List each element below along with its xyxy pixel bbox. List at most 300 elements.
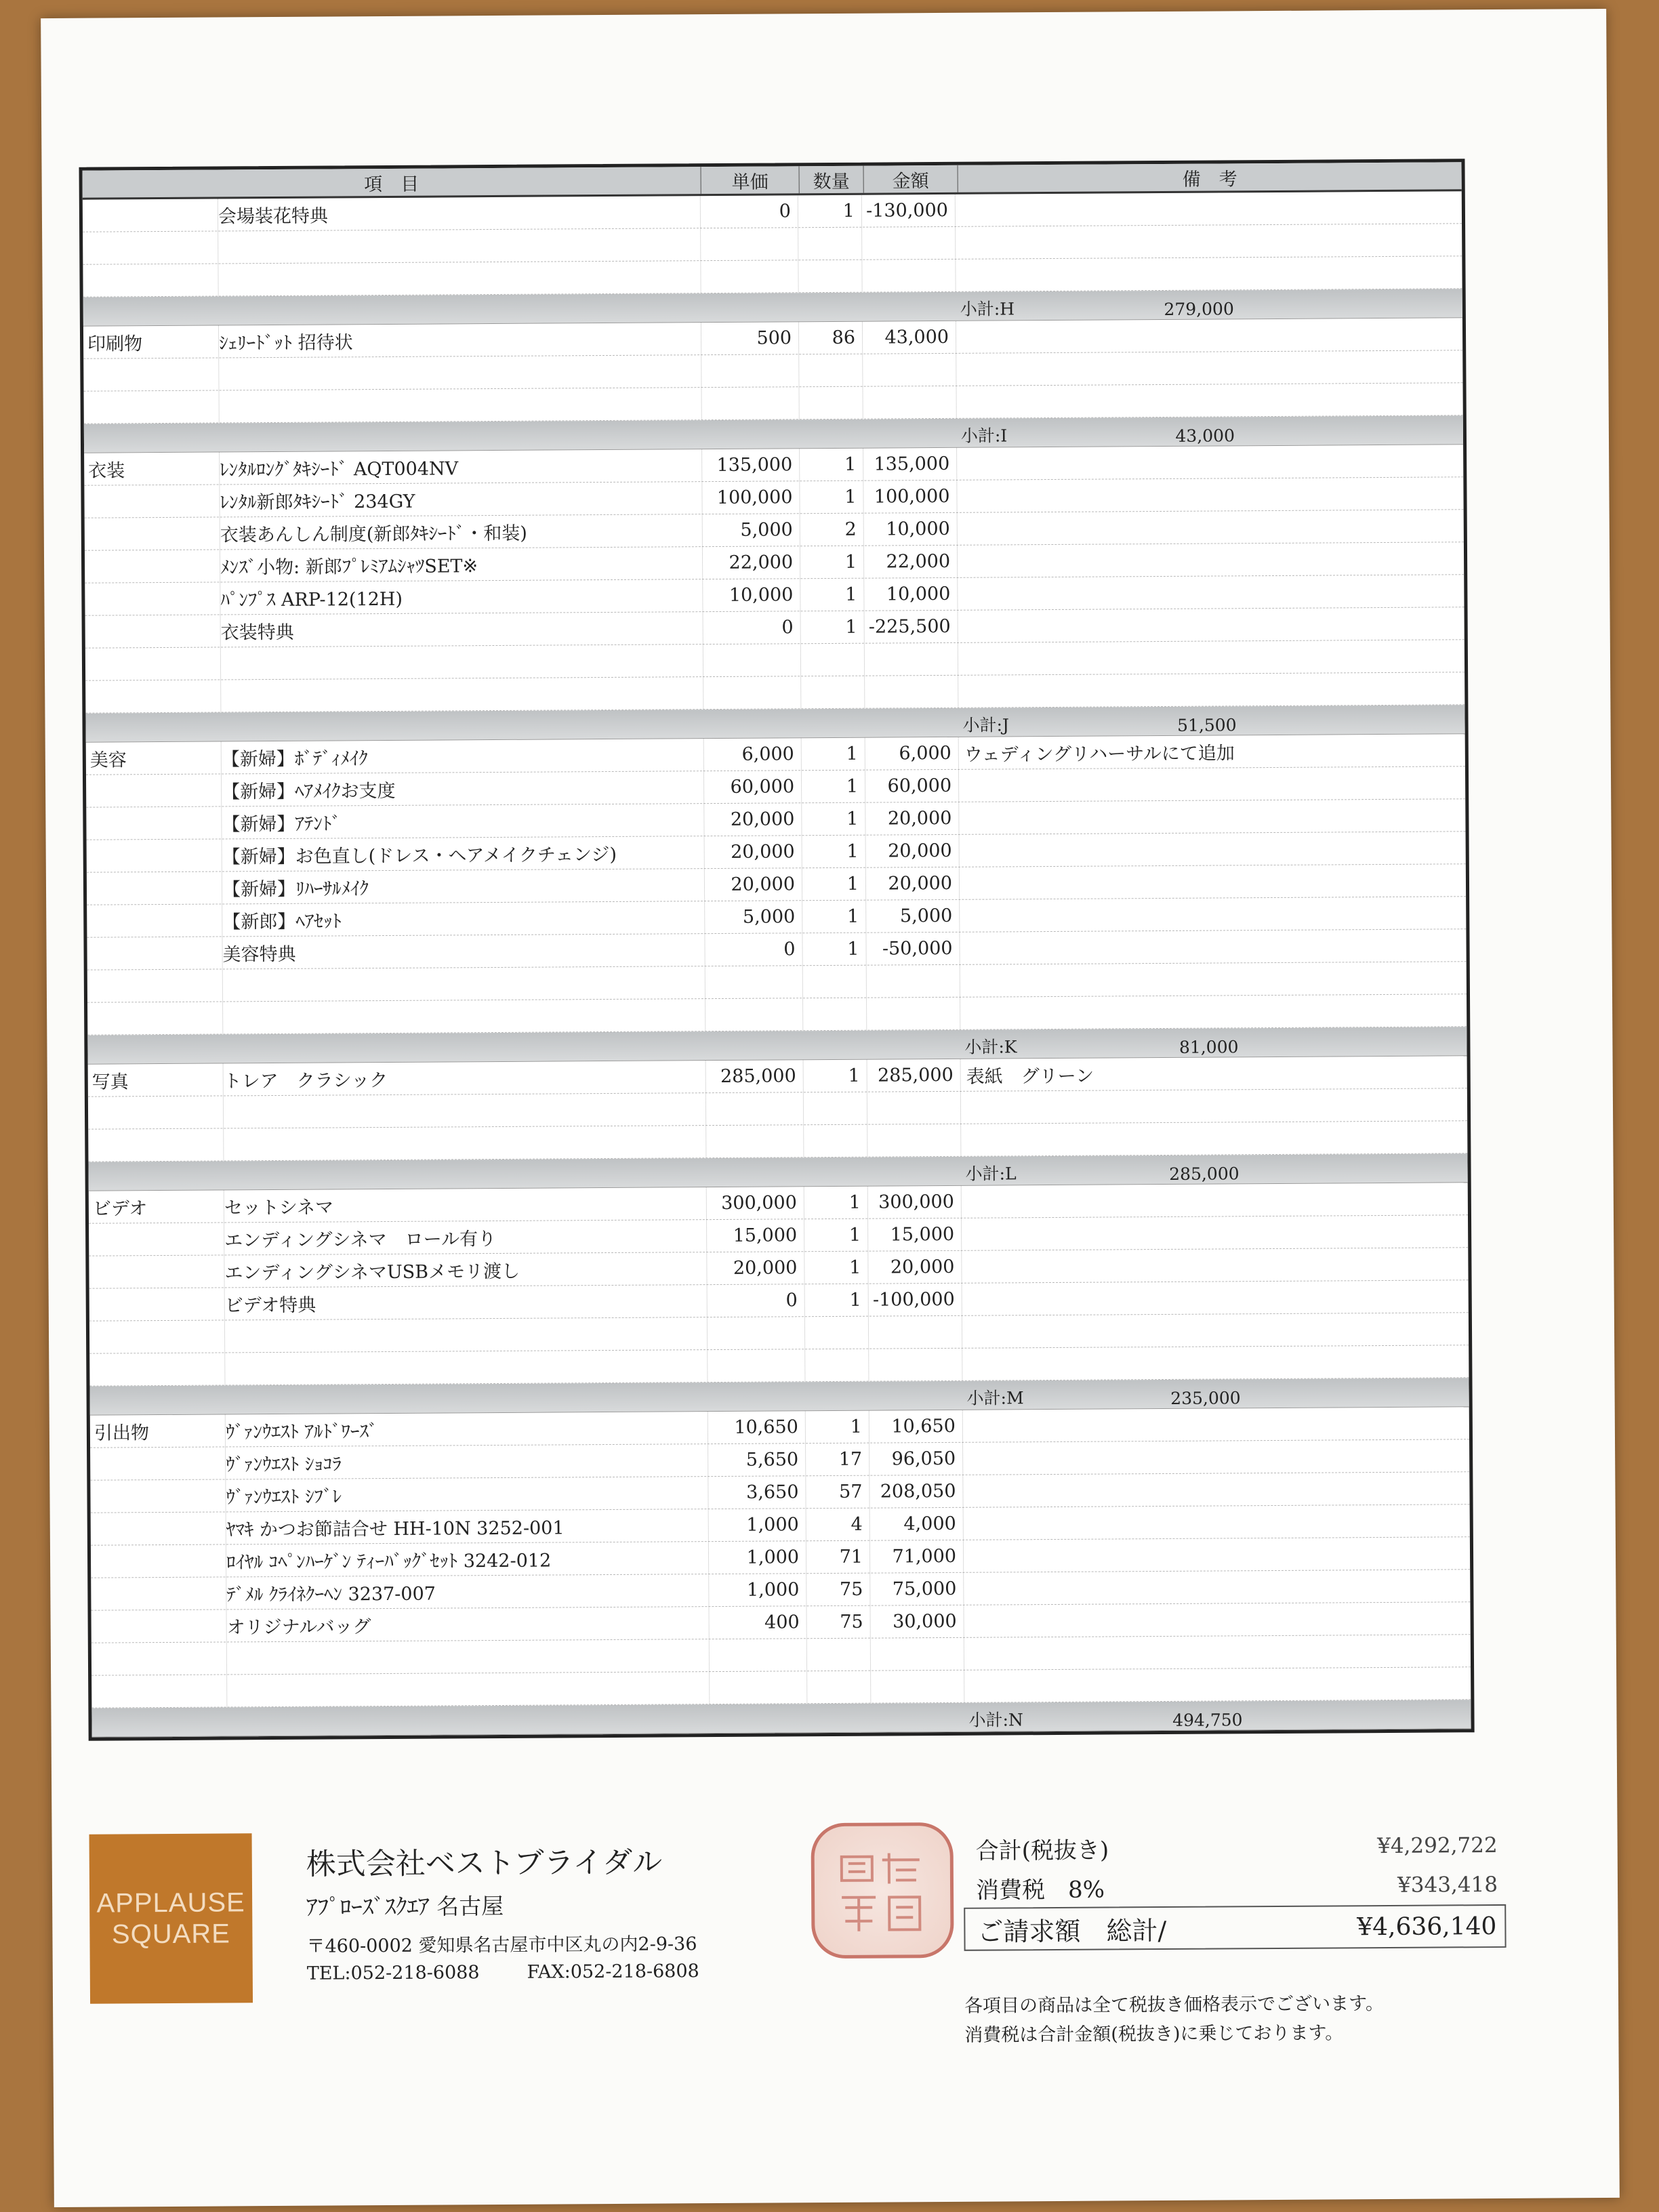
unit-price-cell: 20,000 [705, 868, 802, 901]
category-cell [91, 1675, 227, 1707]
category-cell [90, 1479, 226, 1512]
item-name-cell: ﾛｲﾔﾙ ｺﾍﾟﾝﾊｰｹﾞﾝ ﾃｨｰﾊﾞｯｸﾞｾｯﾄ 3242-012 [226, 1542, 709, 1576]
note-cell [964, 1602, 1470, 1637]
unit-price-cell [706, 1092, 804, 1125]
item-name-cell: トレア クラシック [224, 1061, 706, 1095]
item-name-cell: ｳﾞｧﾝｳｴｽﾄ ｱﾙﾄﾞﾜｰｽﾞ [226, 1412, 708, 1446]
subtotal-value: 279,000 [1164, 299, 1234, 319]
category-cell [91, 1512, 226, 1544]
amount-cell [865, 643, 958, 676]
category-cell [87, 904, 222, 937]
category-cell [90, 1447, 226, 1479]
note-cell [964, 1504, 1470, 1540]
category-cell [87, 872, 222, 904]
note-cell [960, 897, 1466, 932]
amount-cell: 15,000 [868, 1218, 962, 1251]
subtotal-spacer [89, 1381, 962, 1415]
section-group [83, 191, 1462, 326]
amount-cell: 75,000 [870, 1573, 964, 1605]
company-seal-stamp [811, 1822, 954, 1959]
quantity-cell [801, 644, 865, 676]
quantity-cell [805, 1317, 869, 1349]
unit-price-cell: 20,000 [707, 1252, 804, 1284]
amount-cell [867, 1092, 961, 1124]
item-name-cell: ﾃﾞﾒﾙ ｸﾗｲﾈｸｰﾍﾝ 3237-007 [226, 1574, 709, 1609]
note-cell [956, 224, 1462, 259]
item-name-cell [224, 1093, 706, 1128]
note-cell [956, 191, 1462, 226]
category-cell [89, 1223, 224, 1255]
unit-price-cell: 10,000 [703, 579, 800, 611]
item-name-cell: ﾚﾝﾀﾙﾛﾝｸﾞﾀｷｼｰﾄﾞ AQT004NV [220, 449, 702, 484]
quantity-cell: 1 [800, 449, 863, 481]
amount-cell: 135,000 [863, 448, 957, 480]
note-cell [962, 1313, 1469, 1348]
item-name-cell [225, 1350, 708, 1385]
subtotal-value: 43,000 [1175, 426, 1235, 446]
note-cell [964, 1667, 1471, 1702]
amount-cell [863, 386, 956, 419]
note-cell [960, 832, 1466, 867]
category-cell [87, 1002, 223, 1034]
amount-cell [869, 1349, 962, 1381]
amount-cell: 100,000 [863, 480, 957, 513]
header-amount: 金額 [864, 165, 958, 193]
quantity-cell: 1 [804, 1187, 868, 1219]
grand-total-row [964, 1904, 1506, 1951]
amount-cell: 43,000 [863, 321, 956, 354]
unit-price-cell [705, 966, 803, 998]
company-address: 〒460-0002 愛知県名古屋市中区丸の内2-9-36 [306, 1933, 697, 1957]
item-name-cell: 会場装花特典 [218, 196, 701, 230]
unit-price-cell: 5,000 [705, 901, 802, 933]
section-group [88, 1056, 1468, 1191]
subtotal-label: 小計:K [964, 1037, 1017, 1057]
note-cell [956, 383, 1462, 418]
quantity-cell [799, 354, 863, 387]
item-name-cell [218, 228, 701, 263]
category-cell [91, 1544, 226, 1577]
amount-cell: 10,000 [864, 513, 958, 546]
item-name-cell: 衣装特典 [221, 612, 703, 647]
amount-cell: -50,000 [866, 933, 960, 965]
category-cell: 写真 [88, 1063, 224, 1096]
quantity-cell: 1 [800, 546, 864, 579]
unit-price-cell: 300,000 [707, 1187, 804, 1219]
header-qty: 数量 [800, 166, 864, 194]
subtotal-label: 小計:J [962, 715, 1010, 735]
header-item: 項 目 [83, 167, 701, 198]
category-cell [85, 582, 220, 615]
tax-notes [964, 1989, 1384, 2050]
company-contact [307, 1961, 747, 1984]
category-cell [83, 199, 218, 231]
amount-cell [867, 965, 960, 998]
category-cell [88, 1128, 224, 1161]
amount-cell: 10,650 [869, 1410, 963, 1443]
amount-cell [863, 354, 956, 386]
unit-price-cell [702, 387, 800, 419]
company-info [306, 1837, 747, 1984]
amount-cell [871, 1671, 964, 1703]
unit-price-cell: 1,000 [709, 1541, 806, 1574]
company-tel: TEL:052-218-6088 [306, 1962, 480, 1984]
category-cell: 美容 [86, 741, 222, 774]
quantity-cell: 1 [802, 803, 865, 836]
subtotal-spacer [88, 1157, 961, 1191]
note-cell [963, 1439, 1469, 1475]
category-cell [86, 806, 222, 839]
amount-cell: 4,000 [870, 1508, 964, 1540]
amount-cell: 60,000 [865, 770, 959, 802]
subtotal-value: ¥4,292,722 [1377, 1833, 1498, 1859]
unit-price-cell [701, 228, 798, 260]
unit-price-cell: 0 [703, 611, 801, 644]
note-cell [959, 799, 1465, 834]
amount-cell: 20,000 [868, 1251, 962, 1284]
note-cell: 表紙 グリーン [966, 1065, 1094, 1088]
quantity-cell [804, 1125, 867, 1158]
note-cell [958, 607, 1465, 642]
item-name-cell: ｼｪﾘｰﾄﾞｯﾄ 招待状 [219, 323, 701, 357]
tax-value: ¥343,418 [1397, 1872, 1498, 1898]
item-name-cell [221, 644, 703, 679]
category-cell [89, 1353, 225, 1385]
item-name-cell: ﾊﾟﾝﾌﾟｽ ARP-12(12H) [220, 579, 703, 614]
category-cell [86, 774, 222, 806]
subtotal-spacer [84, 419, 957, 453]
item-name-cell: ビデオ特典 [225, 1285, 708, 1319]
unit-price-cell: 0 [708, 1284, 805, 1317]
table-body [83, 191, 1471, 1737]
subtotal-label: 小計:H [960, 299, 1015, 319]
subtotal-value: 235,000 [1170, 1388, 1241, 1408]
category-cell [83, 264, 218, 296]
quantity-cell: 1 [802, 771, 865, 803]
quantity-cell: 1 [801, 611, 865, 644]
quantity-cell: 75 [806, 1574, 870, 1606]
note-cell [957, 445, 1463, 480]
note-cell [963, 1407, 1469, 1442]
unit-price-cell [710, 1639, 807, 1671]
quantity-cell [804, 1092, 867, 1125]
category-cell [85, 647, 221, 680]
note-cell [962, 1280, 1469, 1315]
unit-price-cell [706, 1125, 804, 1158]
quantity-cell [803, 966, 867, 998]
amount-cell: 10,000 [864, 578, 958, 611]
quantity-cell [801, 676, 865, 709]
subtotal-spacer [87, 1030, 960, 1064]
unit-price-cell: 60,000 [704, 771, 802, 803]
quantity-cell: 1 [802, 933, 866, 966]
amount-cell [871, 1638, 964, 1671]
logo-line2: SQUARE [111, 1919, 231, 1950]
section-group [84, 445, 1465, 742]
category-cell: 衣装 [84, 452, 220, 485]
quantity-cell: 1 [806, 1411, 869, 1443]
subtotal-spacer [91, 1703, 964, 1737]
amount-cell: 71,000 [870, 1540, 964, 1573]
category-cell [87, 969, 223, 1002]
category-cell [84, 390, 220, 423]
note-cell [958, 672, 1465, 708]
invoice-footer [89, 1812, 1514, 2106]
category-cell: 印刷物 [83, 325, 219, 358]
unit-price-cell: 20,000 [705, 836, 802, 868]
tax-label: 消費税 8% [975, 1876, 1105, 1904]
logo-line1: APPLAUSE [96, 1887, 245, 1919]
unit-price-cell: 1,000 [709, 1509, 806, 1541]
unit-price-cell [708, 1349, 805, 1382]
item-name-cell: ﾚﾝﾀﾙ新郎ﾀｷｼｰﾄﾞ 234GY [220, 482, 702, 516]
subtotal-spacer [85, 708, 958, 742]
item-name-cell: エンディングシネマ ロール有り [224, 1220, 707, 1254]
subtotal-label: 小計:I [960, 426, 1008, 446]
note-cell [959, 766, 1465, 802]
unit-price-cell: 10,650 [708, 1411, 806, 1443]
note-cell [962, 1183, 1468, 1218]
subtotal-label: 小計:N [968, 1710, 1023, 1730]
unit-price-cell: 0 [705, 933, 802, 966]
unit-price-cell: 5,650 [708, 1443, 806, 1476]
category-cell [89, 1320, 225, 1353]
quantity-cell: 1 [804, 1252, 868, 1284]
subtotal-value: 51,500 [1176, 715, 1237, 735]
quantity-cell: 1 [802, 738, 865, 771]
venue-name: ｱﾌﾟﾛｰｽﾞｽｸｴｱ 名古屋 [306, 1892, 504, 1921]
item-name-cell: 衣装あんしん制度(新郎ﾀｷｼｰﾄﾞ・和装) [220, 514, 703, 549]
category-cell [91, 1642, 227, 1675]
item-name-cell: ﾔﾏｷ かつお節詰合せ HH-10N 3252-001 [226, 1509, 709, 1544]
tax-note-1: 各項目の商品は全て税抜き価格表示でございます。 [964, 1993, 1385, 2017]
unit-price-cell: 0 [701, 195, 798, 228]
item-name-cell: 【新郎】ﾍｱｾｯﾄ [222, 901, 705, 936]
amount-cell: -100,000 [869, 1284, 962, 1316]
unit-price-cell [701, 354, 799, 387]
quantity-cell [800, 387, 863, 419]
subtotal-label: 小計:L [965, 1164, 1017, 1184]
unit-price-cell: 400 [709, 1606, 806, 1639]
amount-cell: 30,000 [870, 1605, 964, 1638]
category-cell [89, 1288, 225, 1320]
category-cell [84, 485, 220, 517]
amount-cell [862, 227, 956, 260]
note-cell [964, 1635, 1471, 1670]
item-name-cell: 美容特典 [222, 934, 705, 968]
category-cell [91, 1577, 226, 1610]
quantity-cell [805, 1349, 869, 1382]
quantity-cell: 75 [806, 1606, 870, 1639]
item-name-cell [227, 1639, 710, 1674]
quantity-cell [807, 1639, 871, 1671]
applause-square-logo [89, 1833, 253, 2003]
quantity-cell: 4 [806, 1509, 870, 1541]
note-cell [961, 1088, 1467, 1124]
quantity-cell: 1 [805, 1284, 869, 1317]
category-cell [87, 937, 222, 969]
totals-block [964, 1826, 1507, 1951]
item-name-cell: 【新婦】ﾎﾞﾃﾞｨﾒｲｸ [222, 739, 704, 773]
note-cell [960, 929, 1466, 964]
tax-note-2: 消費税は合計金額(税抜き)に乗じております。 [964, 2022, 1344, 2047]
category-cell [85, 680, 221, 712]
grand-total-label: ご請求額 総計/ [977, 1915, 1167, 1947]
note-cell [958, 640, 1465, 675]
item-name-cell [219, 355, 701, 390]
quantity-cell: 2 [800, 514, 864, 546]
unit-price-cell: 3,650 [708, 1476, 806, 1509]
unit-price-cell [703, 676, 801, 709]
subtotal-value: 494,750 [1172, 1710, 1243, 1730]
unit-price-cell: 20,000 [704, 803, 802, 836]
note-cell [962, 1345, 1469, 1380]
unit-price-cell: 285,000 [706, 1060, 804, 1092]
amount-cell: 208,050 [869, 1475, 963, 1508]
section-group [86, 734, 1467, 1064]
invoice-table [79, 159, 1474, 1740]
unit-price-cell: 22,000 [703, 546, 800, 579]
item-name-cell: ｳﾞｧﾝｳｴｽﾄ ｼｮｺﾗ [226, 1444, 708, 1479]
quantity-cell: 1 [802, 868, 866, 901]
category-cell [88, 1096, 224, 1128]
quantity-cell: 1 [802, 901, 866, 933]
unit-price-cell: 15,000 [707, 1219, 804, 1252]
item-name-cell [223, 966, 705, 1001]
category-cell [83, 358, 219, 390]
unit-price-cell: 135,000 [702, 449, 800, 481]
item-name-cell [221, 677, 703, 712]
item-name-cell: 【新婦】お色直し(ドレス・ヘアメイクチェンジ) [222, 836, 705, 871]
unit-price-cell [710, 1671, 807, 1704]
amount-cell: 285,000 [867, 1059, 961, 1092]
unit-price-cell [701, 260, 798, 293]
note-cell [958, 575, 1464, 610]
amount-cell [867, 1124, 961, 1157]
amount-cell: -130,000 [862, 194, 956, 227]
note-cell [956, 318, 1462, 353]
note-cell [960, 864, 1466, 899]
subtotal-row [964, 1826, 1506, 1868]
category-cell [85, 517, 220, 550]
amount-cell: 22,000 [864, 546, 958, 578]
amount-cell: 20,000 [866, 835, 960, 867]
category-cell: 引出物 [90, 1414, 226, 1447]
amount-cell: 300,000 [868, 1186, 962, 1218]
unit-price-cell: 6,000 [704, 738, 802, 771]
company-fax: FAX:052-218-6808 [527, 1961, 699, 1983]
subtotal-label: 合計(税抜き) [975, 1837, 1109, 1865]
amount-cell: 20,000 [866, 867, 960, 900]
grand-total-value: ¥4,636,140 [1357, 1912, 1497, 1941]
company-name: 株式会社ベストブライダル [306, 1845, 663, 1882]
unit-price-cell [708, 1317, 805, 1349]
quantity-cell: 1 [800, 481, 863, 514]
category-cell [87, 839, 222, 872]
note-cell [964, 1537, 1470, 1572]
subtotal-value: 81,000 [1179, 1037, 1239, 1057]
note-cell [960, 962, 1467, 997]
item-name-cell [225, 1317, 708, 1352]
quantity-cell: 1 [804, 1060, 867, 1092]
item-name-cell: 【新婦】ﾍｱﾒｲｸお支度 [222, 771, 704, 806]
subtotal-spacer [83, 292, 956, 326]
unit-price-cell [703, 644, 801, 676]
amount-cell [862, 260, 956, 292]
amount-cell: 96,050 [869, 1443, 963, 1475]
category-cell [85, 550, 220, 582]
category-cell [85, 615, 221, 647]
note-cell [958, 542, 1464, 577]
amount-cell: -225,500 [865, 611, 958, 643]
amount-cell: 20,000 [865, 802, 959, 835]
quantity-cell: 1 [804, 1219, 868, 1252]
quantity-cell [807, 1671, 871, 1704]
category-cell [83, 231, 218, 264]
note-cell: ウェディングリハーサルにて追加 [964, 743, 1235, 766]
item-name-cell: エンディングシネマUSBメモリ渡し [224, 1252, 707, 1287]
section-group [90, 1407, 1471, 1737]
item-name-cell [223, 999, 705, 1033]
unit-price-cell: 500 [701, 322, 799, 354]
invoice-paper [41, 9, 1620, 2207]
unit-price-cell: 100,000 [702, 481, 800, 514]
header-price: 単価 [701, 166, 800, 194]
item-name-cell: ﾒﾝｽﾞ小物: 新郎ﾌﾟﾚﾐｱﾑｼｬﾂSET※ [220, 547, 703, 581]
quantity-cell: 71 [806, 1541, 870, 1574]
unit-price-cell: 1,000 [709, 1574, 806, 1606]
subtotal-label: 小計:M [966, 1388, 1024, 1408]
item-name-cell [227, 1672, 710, 1706]
item-name-cell: セットシネマ [224, 1187, 707, 1222]
note-cell [962, 1248, 1468, 1283]
header-note: 備 考 [1182, 168, 1237, 190]
section-group [89, 1183, 1469, 1415]
amount-cell: 6,000 [865, 737, 959, 770]
subtotal-value: 285,000 [1169, 1164, 1240, 1184]
note-cell [960, 994, 1467, 1029]
amount-cell: 5,000 [866, 900, 960, 933]
quantity-cell [803, 998, 867, 1031]
quantity-cell: 1 [798, 195, 862, 228]
category-cell [91, 1610, 227, 1642]
quantity-cell: 57 [806, 1476, 869, 1509]
note-cell [963, 1472, 1469, 1507]
item-name-cell: 【新婦】ﾘﾊｰｻﾙﾒｲｸ [222, 869, 705, 903]
note-cell [956, 350, 1462, 386]
note-cell [956, 256, 1462, 291]
category-cell: ビデオ [89, 1190, 224, 1223]
note-cell [964, 1570, 1470, 1605]
item-name-cell: ｳﾞｧﾝｳｴｽﾄ ｼﾌﾞﾚ [226, 1477, 708, 1511]
note-cell [957, 477, 1463, 512]
tax-row [964, 1865, 1506, 1908]
section-group [83, 318, 1463, 453]
quantity-cell: 86 [799, 322, 863, 354]
item-name-cell: オリジナルバッグ [227, 1607, 710, 1641]
item-name-cell [224, 1126, 706, 1160]
quantity-cell: 17 [806, 1443, 869, 1476]
item-name-cell [218, 261, 701, 295]
seal-pattern-icon [832, 1843, 934, 1938]
quantity-cell: 1 [802, 836, 866, 868]
unit-price-cell [705, 998, 803, 1031]
category-cell [89, 1255, 224, 1288]
amount-cell [867, 998, 960, 1030]
amount-cell [869, 1316, 962, 1349]
note-cell [961, 1121, 1467, 1156]
quantity-cell [798, 260, 862, 293]
